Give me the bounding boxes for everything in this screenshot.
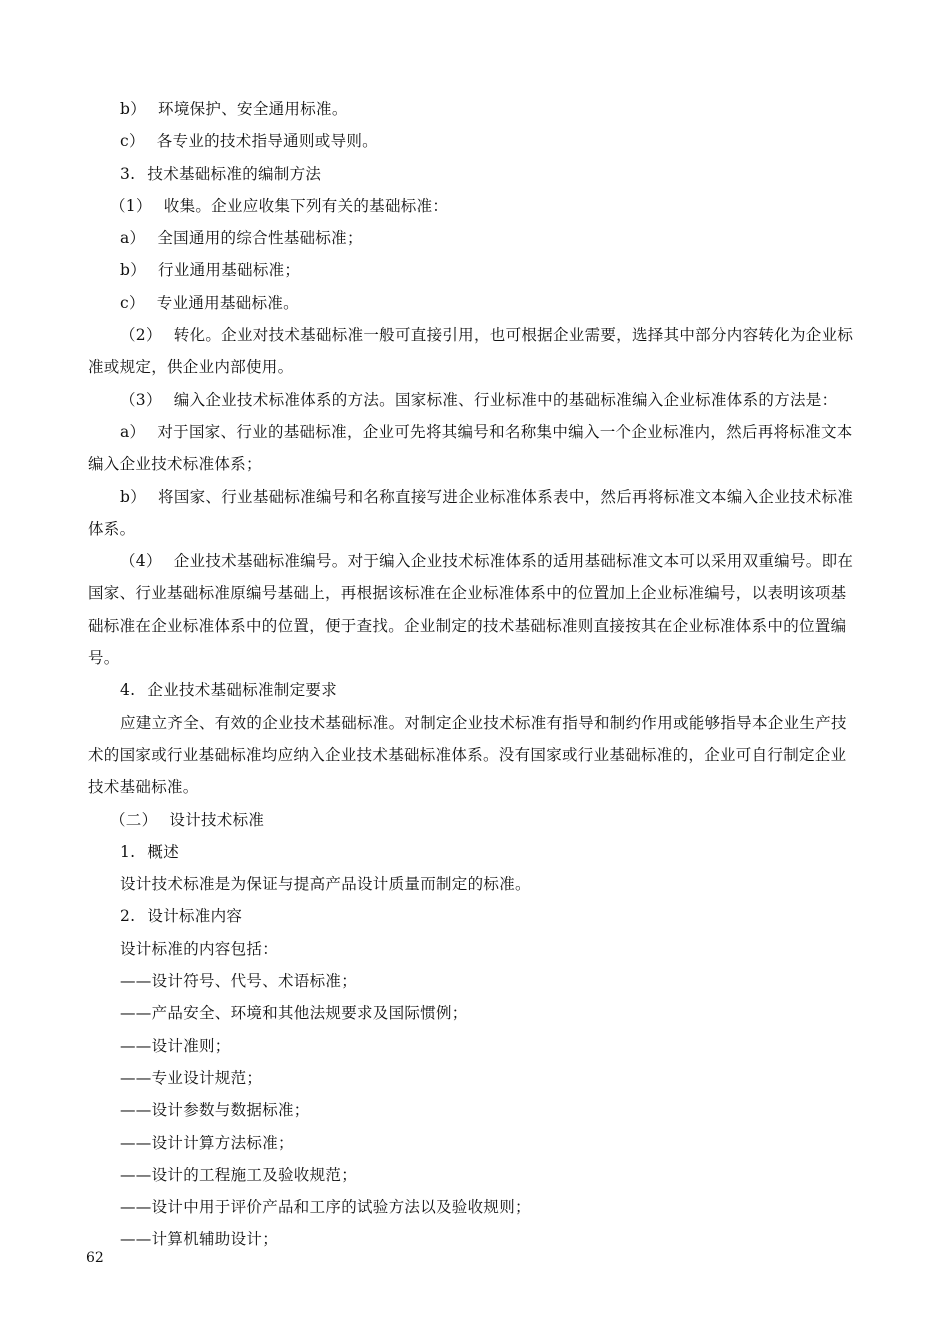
heading-overview: 1. 概述 [120,842,179,861]
list-item-b: b） 环境保护、安全通用标准。 [120,100,348,118]
item-transform-line1: （2） 转化。企业对技术基础标准一般可直接引用，也可根据企业需要，选择其中部分内容转化为企业标 [120,326,854,345]
design-content-intro: 设计标准的内容包括： [120,939,279,958]
dash-list-item: ——设计的工程施工及验收规范； [120,1165,358,1184]
heading-design-content: 2. 设计标准内容 [120,907,243,926]
section-heading-design: （二） 设计技术标准 [110,810,265,829]
dash-list-item: ——计算机辅助设计； [120,1230,279,1249]
requirements-line3: 技术基础标准。 [88,778,199,797]
list-item-b: b） 行业通用基础标准； [120,261,301,280]
dash-list-item: ——专业设计规范； [120,1068,263,1087]
list-item-c: c） 各专业的技术指导通则或导则。 [120,132,378,151]
method-a-line2: 编入企业技术标准体系； [88,455,262,474]
heading-3: 3. 技术基础标准的编制方法 [120,164,322,183]
list-item-c: c） 专业通用基础标准。 [120,293,299,312]
method-b-line2: 体系。 [88,519,136,538]
list-item-a: a） 全国通用的综合性基础标准； [120,229,363,248]
dash-list-item: ——设计参数与数据标准； [120,1101,310,1120]
requirements-line2: 术的国家或行业基础标准均应纳入企业技术基础标准体系。没有国家或行业基础标准的，企业可自行制定企业 [88,745,847,764]
item-numbering-line1: （4） 企业技术基础标准编号。对于编入企业技术标准体系的适用基础标准文本可以采用双重编号。即在 [120,552,854,571]
heading-4: 4. 企业技术基础标准制定要求 [120,681,337,700]
document-body [88,93,888,1256]
overview-text: 设计技术标准是为保证与提高产品设计质量而制定的标准。 [120,875,531,894]
page-number: 62 [86,1250,104,1266]
dash-list-item: ——设计准则； [120,1036,231,1055]
item-numbering-line4: 号。 [88,649,120,668]
dash-list-item: ——产品安全、环境和其他法规要求及国际惯例； [120,1004,468,1023]
dash-list-item: ——设计符号、代号、术语标准； [120,972,358,991]
requirements-line1: 应建立齐全、有效的企业技术基础标准。对制定企业技术标准有指导和制约作用或能够指导本企业生产技 [120,713,847,732]
item-collect: （1） 收集。企业应收集下列有关的基础标准： [110,196,449,215]
item-numbering-line3: 础标准在企业标准体系中的位置，便于查找。企业制定的技术基础标准则直接按其在企业标准体系中的位置编 [88,616,847,635]
dash-list-item: ——设计中用于评价产品和工序的试验方法以及验收规则； [120,1198,531,1217]
dash-list-item: ——设计计算方法标准； [120,1133,294,1152]
item-method: （3） 编入企业技术标准体系的方法。国家标准、行业标准中的基础标准编入企业标准体系的方法是： [120,390,838,409]
item-transform-line2: 准或规定，供企业内部使用。 [88,358,294,377]
method-b-line1: b） 将国家、行业基础标准编号和名称直接写进企业标准体系表中，然后再将标准文本编入企业技术标准 [120,487,854,506]
item-numbering-line2: 国家、行业基础标准原编号基础上，再根据该标准在企业标准体系中的位置加上企业标准编号，以表明该项基 [88,584,847,603]
method-a-line1: a） 对于国家、行业的基础标准，企业可先将其编号和名称集中编入一个企业标准内，然后再将标准文本 [120,422,853,441]
